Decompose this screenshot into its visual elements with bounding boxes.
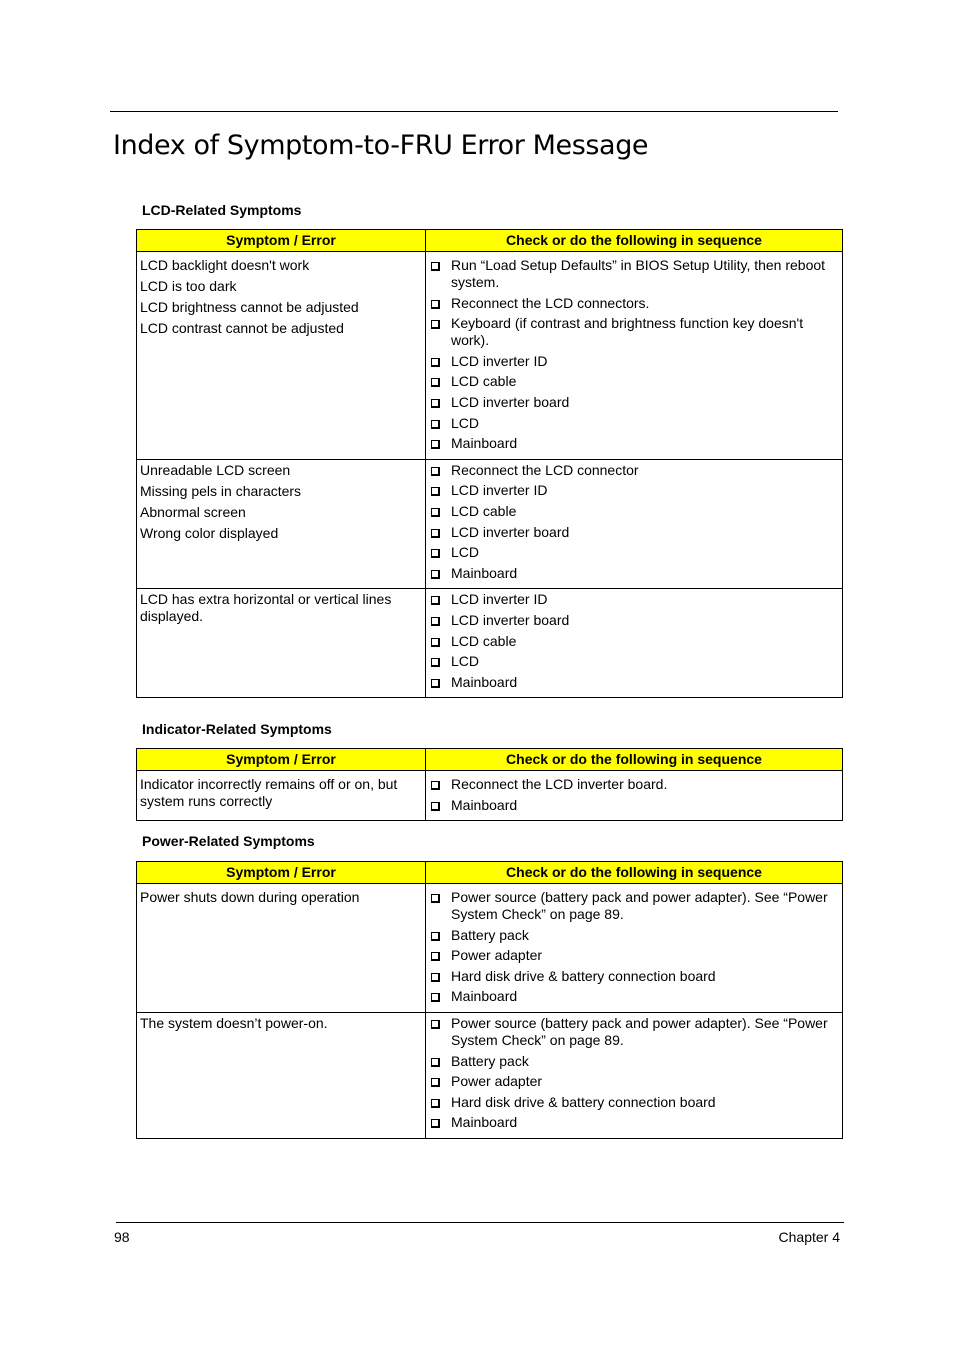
page-title: Index of Symptom-to-FRU Error Message <box>113 130 649 161</box>
check-text: Battery pack <box>451 926 529 943</box>
checkbox-bullet-icon <box>431 1020 440 1029</box>
header-check: Check or do the following in sequence <box>426 749 843 771</box>
symptom-cell <box>137 887 426 1012</box>
check-text: Reconnect the LCD inverter board. <box>451 776 668 792</box>
checkbox-bullet-icon <box>431 894 440 903</box>
checkbox-bullet-icon <box>431 570 440 579</box>
page-number: 98 <box>114 1229 130 1245</box>
symptom-text: LCD backlight doesn't work <box>140 257 310 273</box>
check-text: LCD <box>451 544 480 561</box>
check-text: LCD inverter board <box>451 393 570 410</box>
checkbox-bullet-icon <box>431 320 440 329</box>
check-text: LCD inverter board <box>451 611 570 628</box>
list-item <box>429 1094 839 1111</box>
symptom-text: Indicator incorrectly remains off or on, but system runs correctly <box>140 776 398 809</box>
table-row <box>137 255 843 459</box>
table-row <box>137 459 843 589</box>
table-row <box>137 774 843 821</box>
check-list <box>429 591 839 690</box>
list-item <box>429 1015 839 1049</box>
checkbox-bullet-icon <box>431 358 440 367</box>
check-text: LCD <box>451 414 480 431</box>
check-list <box>429 1015 839 1131</box>
check-text: LCD inverter ID <box>451 482 548 499</box>
checkbox-bullet-icon <box>431 487 440 496</box>
checkbox-bullet-icon <box>431 802 440 811</box>
symptom-cell <box>137 255 426 459</box>
check-cell <box>426 887 843 1012</box>
check-text: Mainboard <box>451 435 518 452</box>
list-item <box>429 415 839 432</box>
symptom-text: LCD brightness cannot be adjusted <box>140 299 359 315</box>
checkbox-bullet-icon <box>431 1058 440 1067</box>
check-text: LCD inverter ID <box>451 352 548 369</box>
check-text: Reconnect the LCD connectors. <box>451 294 650 311</box>
header-symptom: Symptom / Error <box>137 862 426 884</box>
list-item <box>429 1053 839 1070</box>
indicator-symptoms-table <box>136 748 843 821</box>
checkbox-bullet-icon <box>431 1078 440 1087</box>
check-cell <box>426 255 843 459</box>
list-item <box>429 889 839 923</box>
chapter-label: Chapter 4 <box>778 1229 840 1245</box>
table-row <box>137 1012 843 1138</box>
list-item <box>429 394 839 411</box>
table-row <box>137 887 843 1012</box>
list-item <box>429 435 839 452</box>
check-cell <box>426 774 843 821</box>
check-list <box>429 776 839 814</box>
check-text: Mainboard <box>451 564 518 581</box>
check-list <box>429 257 839 452</box>
list-item <box>429 653 839 670</box>
list-item <box>429 988 839 1005</box>
check-text: Power adapter <box>451 947 543 964</box>
list-item <box>429 674 839 691</box>
list-item <box>429 968 839 985</box>
check-cell <box>426 589 843 698</box>
checkbox-bullet-icon <box>431 549 440 558</box>
symptom-cell <box>137 774 426 821</box>
table-row <box>137 589 843 698</box>
lcd-symptoms-table <box>136 229 843 698</box>
check-text: Mainboard <box>451 1114 518 1131</box>
check-text: LCD cable <box>451 632 517 649</box>
checkbox-bullet-icon <box>431 781 440 790</box>
symptom-cell <box>137 589 426 698</box>
checkbox-bullet-icon <box>431 1099 440 1108</box>
list-item <box>429 612 839 629</box>
list-item <box>429 927 839 944</box>
list-item <box>429 524 839 541</box>
check-text: Power source (battery pack and power adapter). See “Power System Check” on page 89. <box>451 889 828 922</box>
symptom-cell <box>137 1012 426 1138</box>
check-text: Battery pack <box>451 1052 529 1069</box>
checkbox-bullet-icon <box>431 617 440 626</box>
checkbox-bullet-icon <box>431 467 440 476</box>
check-text: Run “Load Setup Defaults” in BIOS Setup Utility, then reboot system. <box>451 257 826 290</box>
check-text: Hard disk drive & battery connection board <box>451 1093 716 1110</box>
symptom-text: Unreadable LCD screen <box>140 461 291 478</box>
check-text: Hard disk drive & battery connection board <box>451 967 716 984</box>
check-text: Mainboard <box>451 988 518 1005</box>
check-text: LCD inverter board <box>451 523 570 540</box>
check-text: LCD inverter ID <box>451 591 548 608</box>
checkbox-bullet-icon <box>431 262 440 271</box>
section-title-lcd: LCD-Related Symptoms <box>142 202 302 218</box>
list-item <box>429 565 839 582</box>
symptom-cell <box>137 459 426 589</box>
check-text: Mainboard <box>451 796 518 813</box>
checkbox-bullet-icon <box>431 420 440 429</box>
list-item <box>429 315 839 349</box>
footer-rule <box>116 1222 844 1223</box>
header-symptom: Symptom / Error <box>137 230 426 252</box>
check-text: LCD cable <box>451 373 517 390</box>
list-item <box>429 776 839 793</box>
checkbox-bullet-icon <box>431 973 440 982</box>
checkbox-bullet-icon <box>431 596 440 605</box>
symptom-text: Missing pels in characters <box>140 482 302 499</box>
check-text: LCD <box>451 653 480 670</box>
list-item <box>429 295 839 312</box>
check-list <box>429 462 839 582</box>
symptom-text: LCD has extra horizontal or vertical lines displayed. <box>140 591 392 625</box>
header-check: Check or do the following in sequence <box>426 230 843 252</box>
list-item <box>429 797 839 814</box>
checkbox-bullet-icon <box>431 932 440 941</box>
list-item <box>429 544 839 561</box>
power-symptoms-table <box>136 861 843 1139</box>
top-rule <box>110 111 838 112</box>
list-item <box>429 353 839 370</box>
symptom-text: Power shuts down during operation <box>140 889 360 905</box>
checkbox-bullet-icon <box>431 658 440 667</box>
header-check: Check or do the following in sequence <box>426 862 843 884</box>
list-item <box>429 482 839 499</box>
check-cell <box>426 1012 843 1138</box>
check-text: Reconnect the LCD connector <box>451 461 639 478</box>
section-title-indicator: Indicator-Related Symptoms <box>142 721 332 737</box>
checkbox-bullet-icon <box>431 638 440 647</box>
checkbox-bullet-icon <box>431 679 440 688</box>
checkbox-bullet-icon <box>431 1119 440 1128</box>
list-item <box>429 1073 839 1090</box>
section-title-power: Power-Related Symptoms <box>142 833 315 849</box>
checkbox-bullet-icon <box>431 300 440 309</box>
checkbox-bullet-icon <box>431 440 440 449</box>
check-text: Power adapter <box>451 1073 543 1090</box>
checkbox-bullet-icon <box>431 378 440 387</box>
check-cell <box>426 459 843 589</box>
check-text: Mainboard <box>451 673 518 690</box>
list-item <box>429 591 839 608</box>
list-item <box>429 1114 839 1131</box>
symptom-text: LCD is too dark <box>140 278 237 294</box>
check-text: Power source (battery pack and power adapter). See “Power System Check” on page 89. <box>451 1014 828 1048</box>
list-item <box>429 947 839 964</box>
list-item <box>429 462 839 479</box>
symptom-text: The system doesn’t power-on. <box>140 1014 328 1031</box>
list-item <box>429 257 839 291</box>
header-symptom: Symptom / Error <box>137 749 426 771</box>
checkbox-bullet-icon <box>431 993 440 1002</box>
check-text: LCD cable <box>451 502 517 519</box>
symptom-text: Abnormal screen <box>140 503 246 520</box>
checkbox-bullet-icon <box>431 952 440 961</box>
symptom-text: Wrong color displayed <box>140 524 279 541</box>
check-list <box>429 889 839 1005</box>
checkbox-bullet-icon <box>431 399 440 408</box>
checkbox-bullet-icon <box>431 508 440 517</box>
list-item <box>429 503 839 520</box>
symptom-text: LCD contrast cannot be adjusted <box>140 320 344 336</box>
check-text: Keyboard (if contrast and brightness function key doesn't work). <box>451 315 804 349</box>
list-item <box>429 373 839 390</box>
list-item <box>429 633 839 650</box>
checkbox-bullet-icon <box>431 529 440 538</box>
